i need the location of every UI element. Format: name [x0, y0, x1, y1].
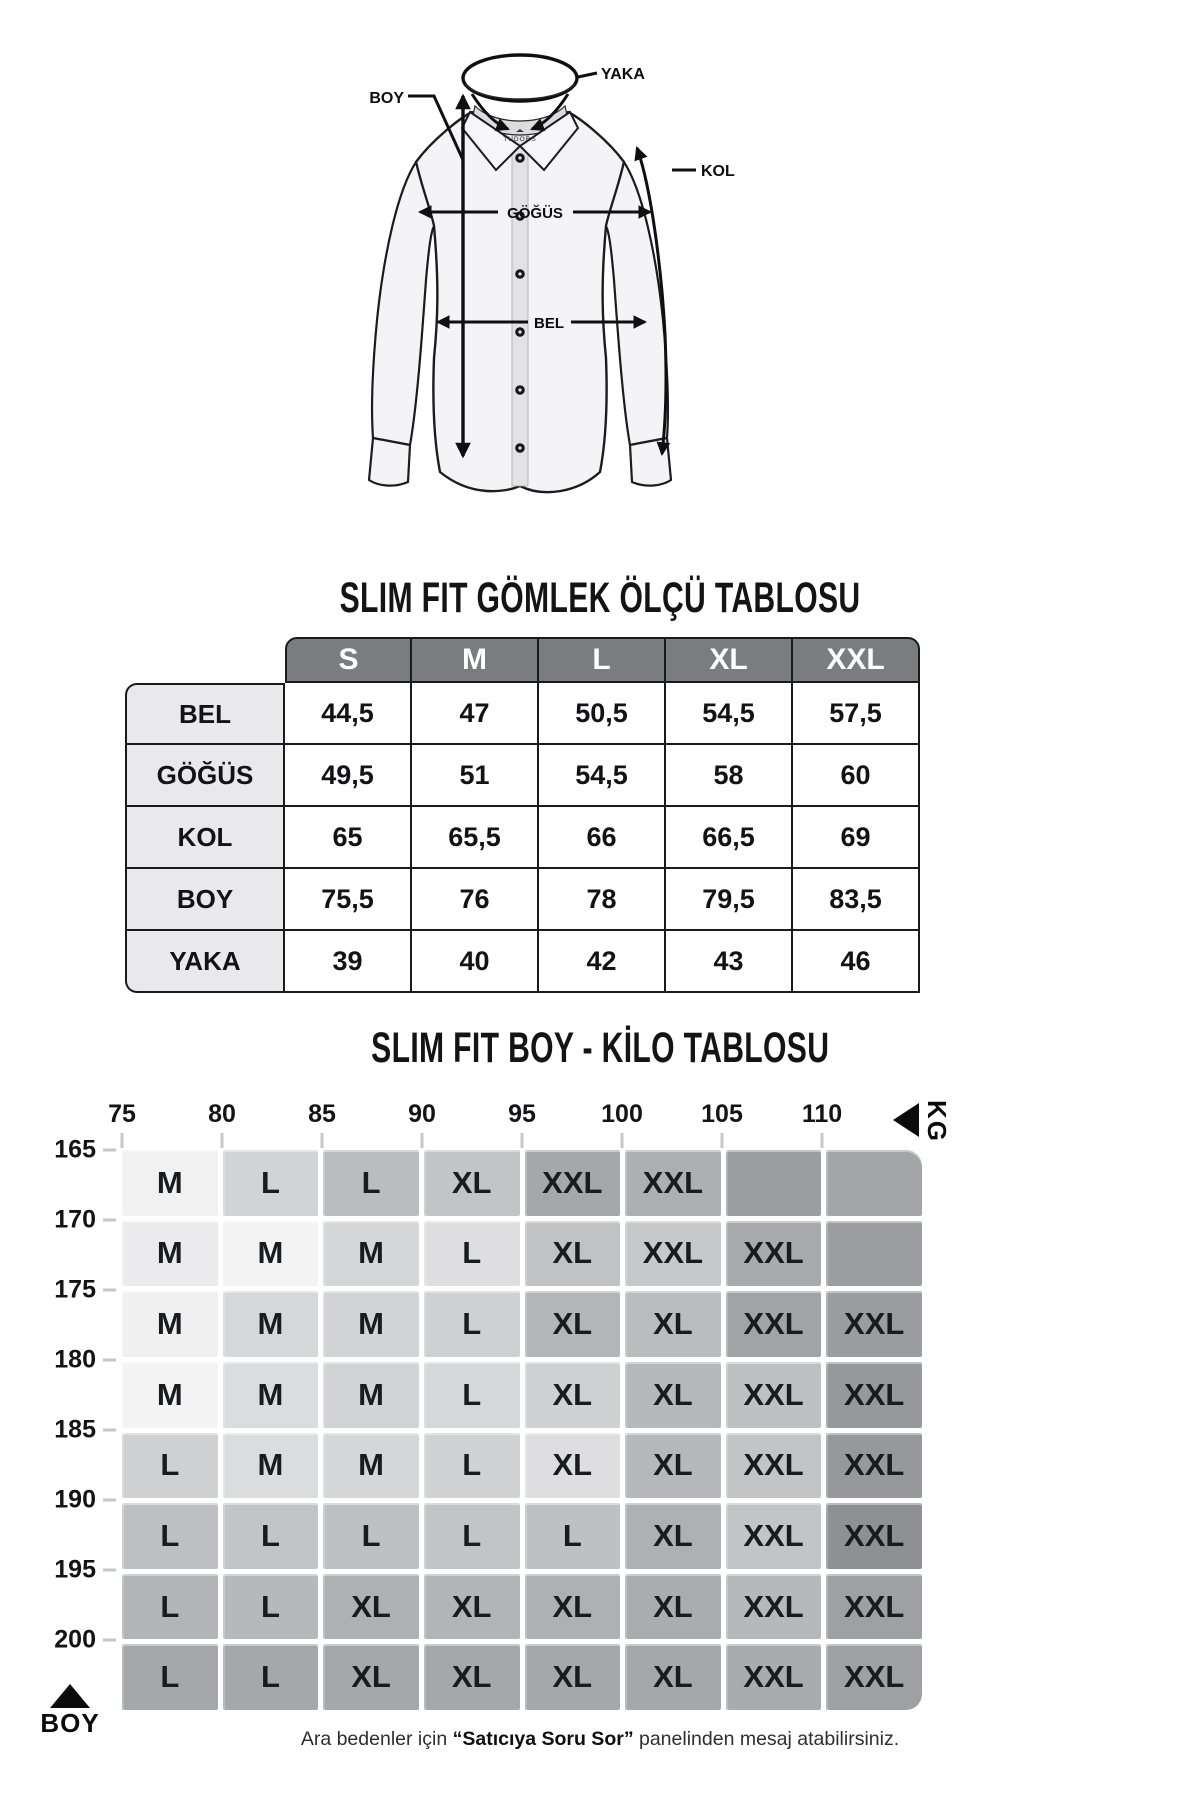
- size-value-cell: 40: [412, 931, 539, 993]
- boy-tick-label: 190: [54, 1485, 96, 1514]
- size-value-cell: 65,5: [412, 807, 539, 869]
- size-value-cell: 75,5: [285, 869, 412, 931]
- shirt-right-cuff: [630, 438, 671, 486]
- weight-cell: L: [122, 1574, 218, 1640]
- size-column-header: XXL: [793, 637, 920, 683]
- size-value-cell: 54,5: [666, 683, 793, 745]
- footer-note: [0, 1728, 1200, 1751]
- kg-tick-label: 105: [701, 1100, 743, 1128]
- yaka-diagram-label: YAKA: [601, 66, 645, 83]
- weight-cell: L: [323, 1503, 419, 1569]
- boy-tick-label: 175: [54, 1275, 96, 1304]
- weight-cell: M: [323, 1362, 419, 1428]
- size-value-cell: 83,5: [793, 869, 920, 931]
- weight-cell: XXL: [525, 1150, 621, 1216]
- size-row-label: KOL: [125, 807, 285, 869]
- size-value-cell: 66,5: [666, 807, 793, 869]
- weight-cell: [726, 1150, 822, 1216]
- size-value-cell: 79,5: [666, 869, 793, 931]
- boy-tick-label: 165: [54, 1135, 96, 1164]
- size-table-row: [125, 683, 920, 745]
- kg-axis-arrow-icon: [893, 1103, 919, 1137]
- footer-note-bold: “Satıcıya Soru Sor”: [452, 1728, 634, 1750]
- weight-cell: XL: [424, 1574, 520, 1640]
- size-value-cell: 46: [793, 931, 920, 993]
- size-value-cell: 47: [412, 683, 539, 745]
- weight-cell: XXL: [826, 1362, 922, 1428]
- size-value-cell: 49,5: [285, 745, 412, 807]
- size-table-row: [125, 931, 920, 993]
- size-value-cell: 51: [412, 745, 539, 807]
- kg-tick-label: 80: [208, 1100, 236, 1128]
- weight-cell: M: [323, 1433, 419, 1499]
- weight-cell: L: [424, 1221, 520, 1287]
- size-table-corner: [125, 637, 285, 683]
- size-table-title: SLIM FIT GÖMLEK ÖLÇÜ TABLOSU: [339, 574, 861, 622]
- boy-axis-label: BOY: [40, 1708, 100, 1738]
- size-value-cell: 57,5: [793, 683, 920, 745]
- kg-tick-mark: [321, 1133, 324, 1148]
- weight-cell: L: [122, 1644, 218, 1710]
- weight-cell: XXL: [826, 1574, 922, 1640]
- size-column-header: L: [539, 637, 666, 683]
- yaka-leader-line: [578, 73, 597, 77]
- kg-tick-mark: [721, 1133, 724, 1148]
- kg-tick-mark: [421, 1133, 424, 1148]
- kg-tick-mark: [221, 1133, 224, 1148]
- boy-tick-mark: [103, 1429, 116, 1432]
- boy-tick-mark: [103, 1149, 116, 1152]
- weight-cell: [826, 1150, 922, 1216]
- boy-tick-mark: [103, 1219, 116, 1222]
- weight-chart-title: SLIM FIT BOY - KİLO TABLOSU: [370, 1024, 830, 1072]
- boy-tick-label: 180: [54, 1345, 96, 1374]
- size-row-label: YAKA: [125, 931, 285, 993]
- weight-cell: L: [223, 1150, 319, 1216]
- weight-cell: XXL: [726, 1221, 822, 1287]
- size-row-label: BOY: [125, 869, 285, 931]
- size-value-cell: 42: [539, 931, 666, 993]
- boy-tick-mark: [103, 1639, 116, 1642]
- kg-tick-mark: [521, 1133, 524, 1148]
- boy-tick-mark: [103, 1499, 116, 1502]
- footer-note-prefix: Ara bedenler için: [300, 1728, 453, 1750]
- weight-cell: L: [323, 1150, 419, 1216]
- weight-cell: M: [323, 1291, 419, 1357]
- weight-cell: XL: [525, 1574, 621, 1640]
- size-column-header: M: [412, 637, 539, 683]
- weight-cell: XL: [625, 1574, 721, 1640]
- boy-tick-label: 200: [54, 1625, 96, 1654]
- weight-cell: XXL: [625, 1150, 721, 1216]
- weight-cell: XXL: [726, 1291, 822, 1357]
- weight-cell: XL: [525, 1221, 621, 1287]
- boy-tick-mark: [103, 1289, 116, 1292]
- brand-label: TUDORS: [503, 136, 537, 143]
- weight-cell: XL: [625, 1433, 721, 1499]
- size-value-cell: 60: [793, 745, 920, 807]
- weight-cell: XXL: [625, 1221, 721, 1287]
- weight-cell: XL: [625, 1362, 721, 1428]
- size-value-cell: 50,5: [539, 683, 666, 745]
- shirt-measurement-diagram: [320, 28, 750, 503]
- kg-axis: [108, 1100, 922, 1150]
- weight-cell: M: [122, 1291, 218, 1357]
- weight-cell: L: [424, 1362, 520, 1428]
- size-table-row: [125, 869, 920, 931]
- size-value-cell: 69: [793, 807, 920, 869]
- shirt-diagram-svg: [320, 28, 750, 503]
- shirt-right-sleeve: [606, 162, 668, 445]
- weight-cell: M: [122, 1362, 218, 1428]
- weight-cell: XL: [525, 1362, 621, 1428]
- weight-cell: XL: [625, 1644, 721, 1710]
- weight-cell: XXL: [826, 1503, 922, 1569]
- size-value-cell: 76: [412, 869, 539, 931]
- size-column-header: XL: [666, 637, 793, 683]
- weight-cell: XXL: [726, 1503, 822, 1569]
- weight-cell: L: [223, 1644, 319, 1710]
- weight-cell: L: [223, 1574, 319, 1640]
- height-weight-grid: [122, 1150, 922, 1710]
- weight-cell: L: [223, 1503, 319, 1569]
- weight-cell: XXL: [826, 1433, 922, 1499]
- weight-cell: [826, 1221, 922, 1287]
- size-row-label: GÖĞÜS: [125, 745, 285, 807]
- kol-diagram-label: KOL: [701, 163, 735, 180]
- weight-cell: XXL: [826, 1644, 922, 1710]
- gogus-diagram-label: GÖĞÜS: [507, 205, 563, 222]
- boy-diagram-label: BOY: [369, 90, 404, 107]
- size-table-row: [125, 807, 920, 869]
- shirt-left-sleeve: [372, 162, 434, 445]
- shirt-left-cuff: [369, 438, 410, 486]
- footer-note-suffix: panelinden mesaj atabilirsiniz.: [633, 1728, 900, 1750]
- boy-tick-mark: [103, 1569, 116, 1572]
- weight-cell: M: [223, 1291, 319, 1357]
- size-value-cell: 44,5: [285, 683, 412, 745]
- weight-cell: XL: [525, 1291, 621, 1357]
- size-value-cell: 39: [285, 931, 412, 993]
- weight-cell: XL: [424, 1644, 520, 1710]
- boy-tick-label: 195: [54, 1555, 96, 1584]
- weight-cell: XL: [625, 1291, 721, 1357]
- weight-cell: L: [122, 1503, 218, 1569]
- weight-cell: L: [122, 1433, 218, 1499]
- size-table: [125, 637, 920, 993]
- size-value-cell: 54,5: [539, 745, 666, 807]
- kg-tick-mark: [821, 1133, 824, 1148]
- weight-cell: XL: [323, 1644, 419, 1710]
- weight-cell: XL: [525, 1644, 621, 1710]
- weight-cell: M: [122, 1150, 218, 1216]
- kg-tick-label: 75: [108, 1100, 136, 1128]
- boy-axis-arrow-icon: [50, 1684, 90, 1708]
- weight-cell: XXL: [726, 1433, 822, 1499]
- weight-cell: XXL: [726, 1574, 822, 1640]
- size-row-label: BEL: [125, 683, 285, 745]
- weight-cell: XL: [424, 1150, 520, 1216]
- kg-tick-label: 95: [508, 1100, 536, 1128]
- kg-tick-mark: [621, 1133, 624, 1148]
- weight-cell: M: [223, 1433, 319, 1499]
- weight-cell: M: [122, 1221, 218, 1287]
- weight-cell: XXL: [726, 1644, 822, 1710]
- weight-cell: M: [323, 1221, 419, 1287]
- size-value-cell: 65: [285, 807, 412, 869]
- bel-diagram-label: BEL: [534, 315, 564, 332]
- shirt-placket: [512, 126, 528, 486]
- size-column-header: S: [285, 637, 412, 683]
- weight-cell: XXL: [826, 1291, 922, 1357]
- weight-cell: XL: [625, 1503, 721, 1569]
- weight-cell: M: [223, 1221, 319, 1287]
- boy-tick-label: 170: [54, 1205, 96, 1234]
- boy-tick-mark: [103, 1359, 116, 1362]
- kg-tick-mark: [121, 1133, 124, 1148]
- collar-measure-ellipse: [463, 55, 577, 101]
- size-table-row: [125, 745, 920, 807]
- boy-tick-label: 185: [54, 1415, 96, 1444]
- weight-cell: XL: [323, 1574, 419, 1640]
- weight-cell: L: [424, 1291, 520, 1357]
- kg-tick-label: 100: [601, 1100, 643, 1128]
- size-value-cell: 43: [666, 931, 793, 993]
- weight-cell: M: [223, 1362, 319, 1428]
- weight-cell: XXL: [726, 1362, 822, 1428]
- weight-cell: XL: [525, 1433, 621, 1499]
- weight-cell: L: [424, 1433, 520, 1499]
- kg-tick-label: 85: [308, 1100, 336, 1128]
- size-value-cell: 58: [666, 745, 793, 807]
- size-value-cell: 78: [539, 869, 666, 931]
- kg-tick-label: 110: [801, 1100, 843, 1128]
- size-value-cell: 66: [539, 807, 666, 869]
- weight-cell: L: [525, 1503, 621, 1569]
- boy-axis: [40, 1135, 116, 1710]
- kg-tick-label: 90: [408, 1100, 436, 1128]
- kg-axis-label: KG: [922, 1100, 952, 1143]
- weight-cell: L: [424, 1503, 520, 1569]
